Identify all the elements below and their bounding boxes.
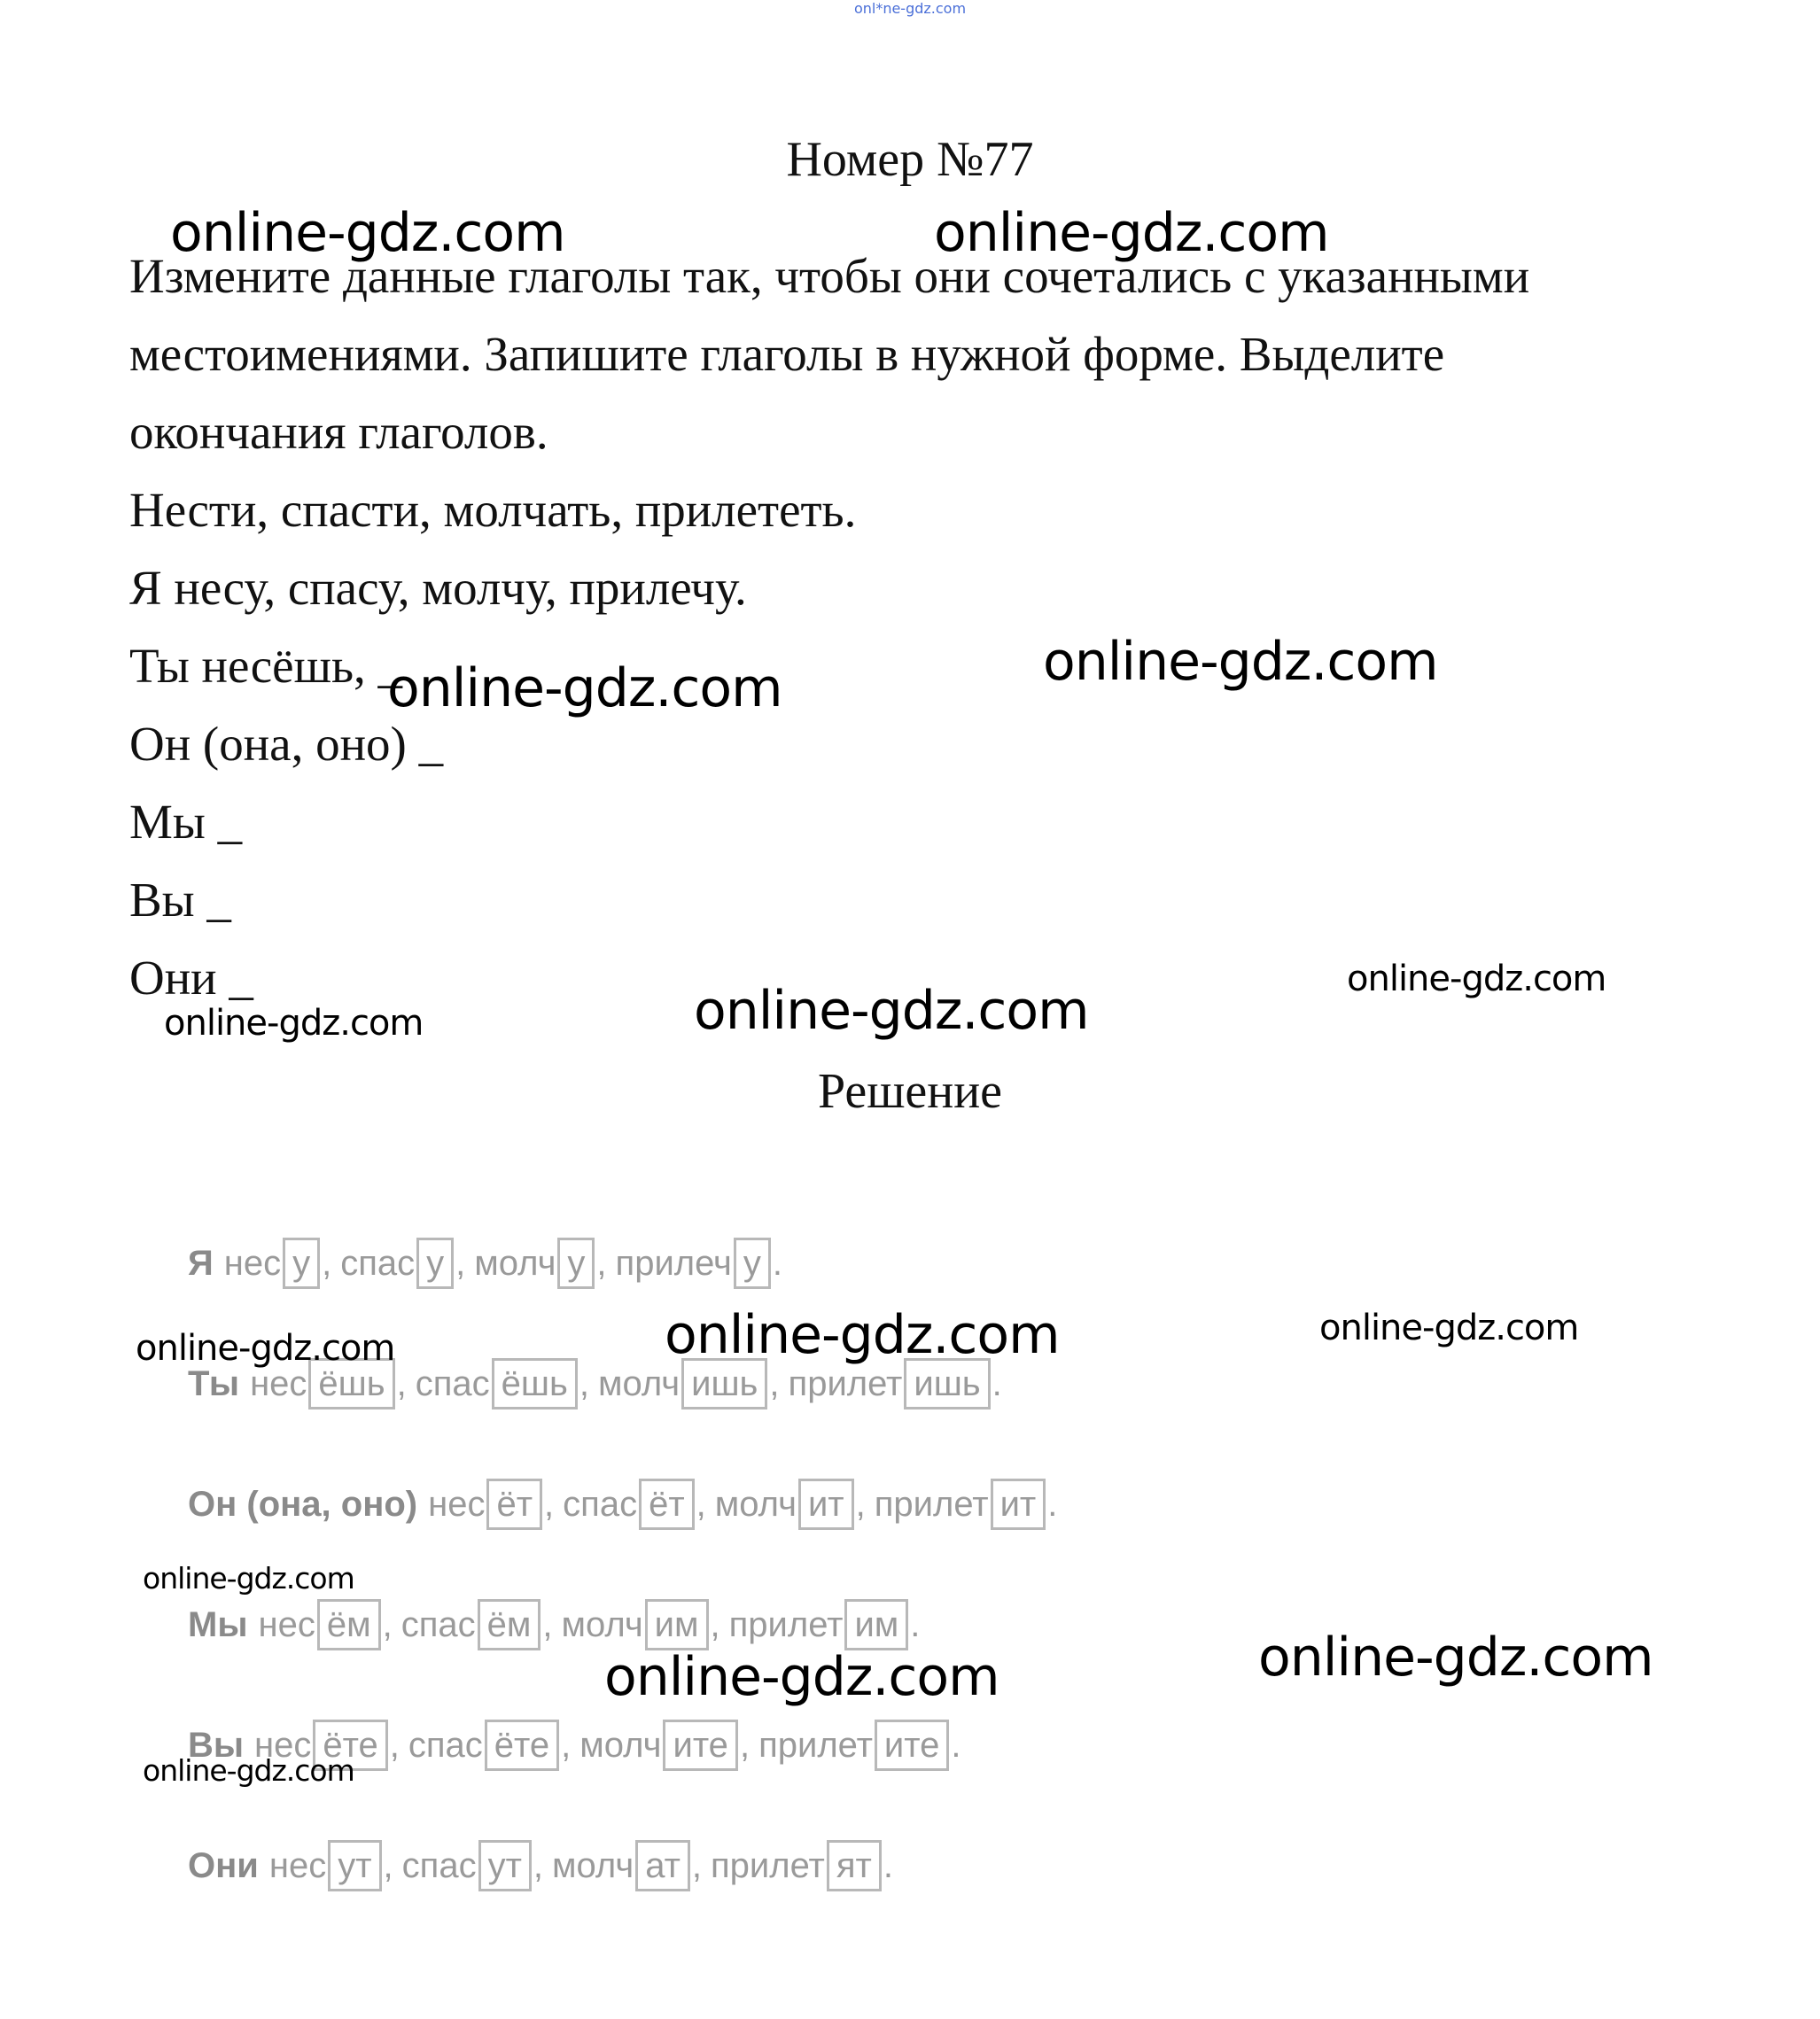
answer-row	[188, 1596, 929, 1653]
watermark: online-gdz.com	[694, 980, 1089, 1042]
punctuation: ,	[396, 1363, 407, 1403]
task-line: Он (она, оно) _	[129, 717, 444, 771]
verb-ending-box: ите	[875, 1720, 949, 1771]
watermark: online-gdz.com	[170, 202, 565, 264]
answer-row	[188, 1235, 791, 1292]
verb-stem: нес	[428, 1484, 486, 1524]
verb-ending-box: у	[734, 1238, 771, 1289]
verb-ending-box: у	[416, 1238, 454, 1289]
verb-stem: спас	[408, 1725, 483, 1765]
punctuation: ,	[383, 1845, 393, 1885]
answer-pronoun: Они	[188, 1845, 259, 1885]
answer-pronoun: Ты	[188, 1363, 240, 1403]
verb-stem: прилет	[728, 1604, 844, 1644]
watermark: online-gdz.com	[143, 1561, 354, 1596]
verb-ending-box: ишь	[681, 1358, 767, 1409]
watermark: online-gdz.com	[1347, 959, 1606, 999]
watermark: online-gdz.com	[143, 1753, 354, 1788]
verb-ending-box: ит	[991, 1479, 1046, 1530]
watermark: online-gdz.com	[934, 202, 1329, 264]
task-line: Вы _	[129, 873, 231, 927]
verb-stem: прилет	[874, 1484, 989, 1524]
verb-stem: прилет	[711, 1845, 825, 1885]
verb-ending-box: им	[645, 1599, 709, 1650]
punctuation: ,	[382, 1604, 393, 1644]
answer-pronoun: Мы	[188, 1604, 248, 1644]
punctuation: ,	[322, 1243, 332, 1283]
verb-ending-box: у	[557, 1238, 595, 1289]
task-line: Измените данные глаголы так, чтобы они сочетались с указанными	[129, 249, 1530, 303]
verb-stem: молч	[552, 1845, 634, 1885]
verb-stem: спас	[563, 1484, 638, 1524]
punctuation: ,	[710, 1604, 720, 1644]
watermark: online-gdz.com	[136, 1328, 395, 1369]
verb-stem: спас	[401, 1604, 476, 1644]
verb-ending-box: ат	[635, 1840, 690, 1891]
verb-stem: нес	[268, 1845, 327, 1885]
solution-heading: Решение	[817, 1064, 1003, 1119]
punctuation: .	[992, 1363, 1002, 1403]
punctuation: ,	[579, 1363, 589, 1403]
answer-pronoun: Вы	[188, 1725, 245, 1765]
watermark: online-gdz.com	[604, 1646, 999, 1708]
task-line: Ты несёшь, _	[129, 639, 403, 693]
punctuation: ,	[544, 1484, 555, 1524]
punctuation: ,	[769, 1363, 780, 1403]
punctuation: ,	[561, 1725, 572, 1765]
verb-ending-box: ишь	[904, 1358, 990, 1409]
verb-stem: нес	[223, 1243, 282, 1283]
verb-ending-box: ут	[328, 1840, 381, 1891]
verb-ending-box: ём	[478, 1599, 541, 1650]
site-url-header[interactable]: onl*ne-gdz.com	[853, 0, 967, 17]
task-line: Я несу, спасу, молчу, прилечу.	[129, 561, 747, 615]
verb-ending-box: ёт	[639, 1479, 695, 1530]
watermark: online-gdz.com	[1258, 1627, 1653, 1689]
punctuation: ,	[455, 1243, 466, 1283]
watermark: online-gdz.com	[164, 1003, 424, 1044]
task-line: окончания глаголов.	[129, 405, 548, 459]
verb-ending-box: ёте	[485, 1720, 559, 1771]
verb-ending-box: ёт	[486, 1479, 542, 1530]
watermark: online-gdz.com	[387, 657, 782, 719]
verb-ending-box: ёшь	[492, 1358, 578, 1409]
verb-stem: молч	[474, 1243, 556, 1283]
verb-stem: прилеч	[615, 1243, 732, 1283]
verb-ending-box: ите	[663, 1720, 737, 1771]
verb-ending-box: ёте	[313, 1720, 387, 1771]
punctuation: ,	[533, 1845, 544, 1885]
verb-ending-box: ём	[317, 1599, 381, 1650]
verb-ending-box: ут	[478, 1840, 532, 1891]
punctuation: .	[772, 1243, 783, 1283]
punctuation: ,	[542, 1604, 553, 1644]
verb-stem: спас	[401, 1845, 477, 1885]
punctuation: .	[883, 1845, 893, 1885]
verb-stem: прилет	[788, 1363, 903, 1403]
verb-ending-box: ёшь	[308, 1358, 394, 1409]
punctuation: ,	[739, 1725, 751, 1765]
task-line: Нести, спасти, молчать, прилететь.	[129, 483, 857, 537]
punctuation: .	[1047, 1484, 1058, 1524]
verb-stem: нес	[254, 1725, 312, 1765]
answer-pronoun: Он (она, оно)	[188, 1484, 418, 1524]
watermark: online-gdz.com	[1043, 631, 1438, 693]
watermark: online-gdz.com	[1319, 1308, 1579, 1348]
verb-stem: нес	[258, 1604, 315, 1644]
verb-stem: спас	[340, 1243, 416, 1283]
verb-stem: молч	[561, 1604, 643, 1644]
punctuation: .	[951, 1725, 961, 1765]
answer-row	[188, 1837, 902, 1894]
punctuation: ,	[855, 1484, 866, 1524]
verb-stem: прилет	[758, 1725, 873, 1765]
verb-ending-box: ят	[827, 1840, 882, 1891]
verb-stem: молч	[714, 1484, 797, 1524]
punctuation: ,	[691, 1845, 703, 1885]
answer-pronoun: Я	[188, 1243, 214, 1283]
verb-stem: молч	[579, 1725, 662, 1765]
page-title: Номер №77	[786, 132, 1034, 187]
punctuation: ,	[596, 1243, 607, 1283]
verb-ending-box: ит	[798, 1479, 854, 1530]
punctuation: .	[910, 1604, 921, 1644]
answer-row	[188, 1476, 1066, 1533]
task-line: местоимениями. Запишите глаголы в нужной форме. Выделите	[129, 327, 1445, 381]
punctuation: ,	[696, 1484, 706, 1524]
watermark: online-gdz.com	[665, 1304, 1060, 1366]
verb-stem: молч	[597, 1363, 681, 1403]
verb-stem: нес	[250, 1363, 307, 1403]
verb-stem: спас	[415, 1363, 490, 1403]
task-line: Мы _	[129, 795, 243, 849]
punctuation: ,	[389, 1725, 400, 1765]
task-line: Они _	[129, 951, 253, 1005]
verb-ending-box: у	[283, 1238, 320, 1289]
verb-ending-box: им	[844, 1599, 908, 1650]
